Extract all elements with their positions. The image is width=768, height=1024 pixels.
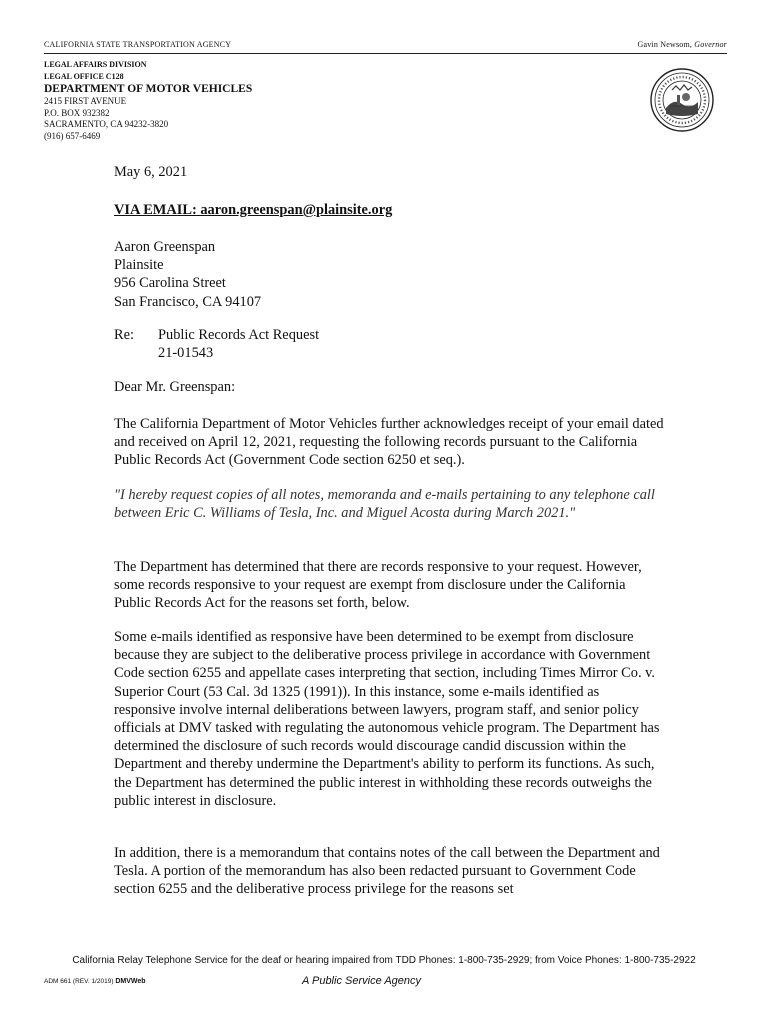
letter-date: May 6, 2021 — [114, 164, 188, 180]
division-name: LEGAL AFFAIRS DIVISION — [44, 60, 147, 69]
address-line-2: P.O. BOX 932382 — [44, 107, 110, 118]
letterhead — [44, 59, 252, 142]
recipient-org: Plainsite — [114, 257, 164, 274]
paragraph-acknowledgment: The California Department of Motor Vehicles further acknowledges receipt of your email dated and received on April 12, 2021, requesting the following records pursuant to the California Public Records Act (Government Code section 6250 et seq.). — [114, 416, 664, 469]
relay-service-line: California Relay Telephone Service for the deaf or hearing impaired from TDD Phones: 1-800-735-2929; from Voice Phones: 1-800-735-2922 — [72, 955, 696, 966]
agency-header — [44, 40, 727, 49]
paragraph-determination: The Department has determined that there are records responsive to your request. However, some records responsive to your request are exempt from disclosure under the California Public Records Act for the reasons set forth, below. — [114, 559, 642, 612]
address-line-1: 2415 FIRST AVENUE — [44, 96, 127, 106]
recipient-name: Aaron Greenspan — [114, 239, 216, 255]
paragraph-memorandum: In addition, there is a memorandum that contains notes of the call between the Department and Tesla. A portion of the memorandum has also been redacted pursuant to Government Code section 6255 and the deliberative process privilege for the reasons set — [114, 845, 660, 898]
re-subject: Public Records Act Request — [158, 327, 320, 343]
request-quote: "I hereby request copies of all notes, memoranda and e-mails pertaining to any telephone call between Eric C. Williams of Tesla, Inc. and Miguel Acosta during March 2021." — [114, 487, 655, 522]
re-block — [114, 326, 664, 362]
address-line-3: SACRAMENTO, CA 94232-3820 — [44, 119, 169, 129]
phone-number: (916) 657-6469 — [44, 130, 101, 141]
form-number-line — [44, 978, 146, 985]
agency-name: CALIFORNIA STATE TRANSPORTATION AGENCY — [44, 40, 232, 49]
re-request-number: 21-01543 — [158, 345, 214, 362]
form-source: DMVWeb — [115, 978, 146, 985]
department-name: DEPARTMENT OF MOTOR VEHICLES — [44, 83, 253, 95]
header-rule — [44, 53, 727, 54]
salutation: Dear Mr. Greenspan: — [114, 379, 236, 395]
recipient-street: 956 Carolina Street — [114, 275, 226, 292]
office-name: LEGAL OFFICE C128 — [44, 71, 124, 81]
recipient-city: San Francisco, CA 94107 — [114, 293, 262, 310]
recipient-block — [114, 238, 664, 311]
governor-title: Governor — [694, 40, 727, 49]
agency-tagline: A Public Service Agency — [302, 975, 422, 987]
re-label: Re: — [114, 327, 134, 343]
state-seal-icon — [650, 68, 714, 132]
governor-line — [637, 40, 727, 49]
governor-name: Gavin Newsom, — [637, 40, 693, 49]
paragraph-exemption: Some e-mails identified as responsive have been determined to be exempt from disclosure because they are subject to the deliberative process privilege in accordance with Government Code section 6255 and appellate cases interpreting that section, including Times Mirror Co. v. Superior Court (53 Cal. 3d 1325 (1991)). In this instance, some e-mails identified as responsive involve internal deliberations between lawyers, program staff, and senior policy officials at DMV tasked with regulating the autonomous vehicle program. The Department has determined the disclosure of such records would discourage candid discussion within the Department and thereby undermine the Department's ability to perform its functions. As such, the Department has determined the public interest in withholding these records outweighs the public interest in disclosure. — [114, 629, 660, 809]
via-email-line: VIA EMAIL: aaron.greenspan@plainsite.org — [114, 202, 393, 218]
form-number: ADM 661 (REV. 1/2019) — [44, 978, 114, 985]
